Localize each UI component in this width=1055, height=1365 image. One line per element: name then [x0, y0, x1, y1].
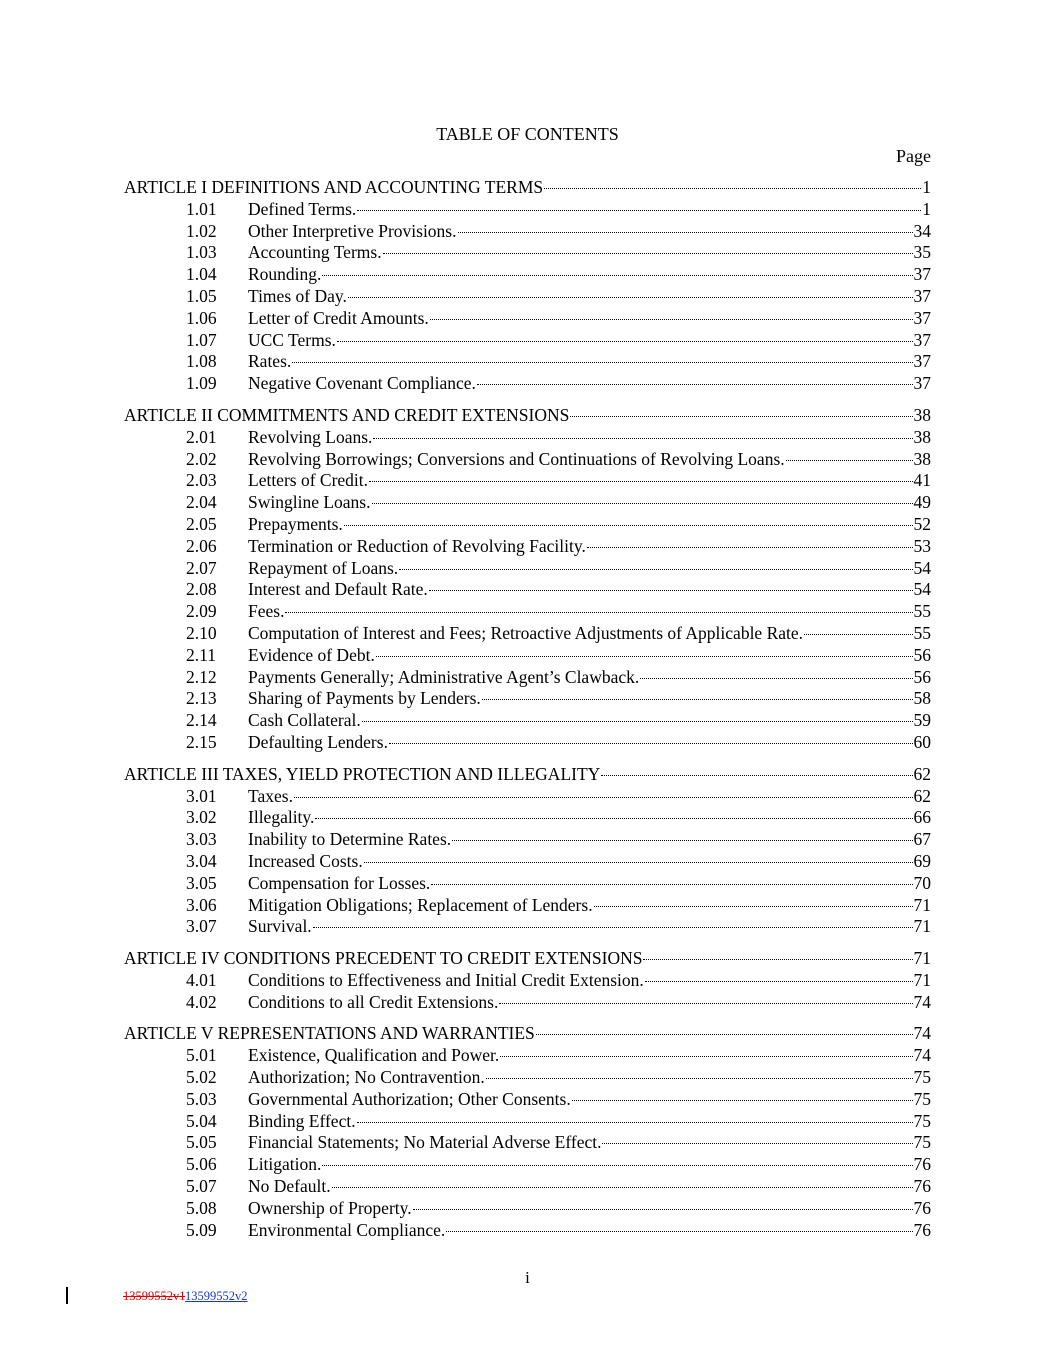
toc-article-entry[interactable] [124, 177, 931, 199]
page-number: 37 [913, 285, 931, 306]
article-title: ARTICLE IV CONDITIONS PRECEDENT TO CREDIT EXTENSIONS [124, 948, 643, 969]
dot-leader [601, 775, 912, 776]
section-number: 2.03 [186, 470, 217, 491]
dot-leader [486, 1078, 913, 1079]
toc-article-entry[interactable] [124, 1023, 931, 1045]
page-number: 75 [913, 1067, 931, 1088]
page-number: 1 [922, 177, 931, 197]
section-number: 3.02 [186, 807, 217, 828]
dot-leader [499, 1003, 912, 1004]
section-number: 2.06 [186, 535, 217, 556]
section-title: Interest and Default Rate. [248, 579, 428, 600]
page-number: 37 [913, 307, 931, 328]
dot-leader [544, 188, 921, 189]
dot-leader [344, 525, 913, 526]
toc-section-entry[interactable] [124, 558, 931, 580]
toc-section-entry[interactable] [124, 1132, 931, 1154]
page-number: 56 [913, 666, 931, 687]
doc-id-deleted: 13599552v1 [123, 1289, 186, 1303]
toc-section-entry[interactable] [124, 286, 931, 308]
section-title: Rates. [248, 351, 292, 372]
dot-leader [413, 1209, 913, 1210]
toc-section-entry[interactable] [124, 807, 931, 829]
section-title: Evidence of Debt. [248, 644, 375, 665]
dot-leader [446, 1231, 912, 1232]
section-title: Defaulting Lenders. [248, 731, 388, 752]
change-bar [66, 1287, 68, 1304]
page-number: 74 [913, 991, 931, 1012]
dot-leader [313, 927, 913, 928]
dot-leader [500, 1056, 912, 1057]
section-number: 3.07 [186, 916, 217, 937]
section-title: Times of Day. [248, 285, 347, 306]
section-title: Environmental Compliance. [248, 1219, 446, 1240]
section-title: Compensation for Losses. [248, 872, 431, 893]
dot-leader [322, 1165, 912, 1166]
dot-leader [452, 840, 912, 841]
dot-leader [536, 1034, 913, 1035]
page-number: 37 [913, 329, 931, 350]
section-title: Binding Effect. [248, 1110, 356, 1131]
section-title: Sharing of Payments by Lenders. [248, 688, 481, 709]
page-number: 1 [922, 198, 931, 219]
page-number: 60 [913, 731, 931, 752]
page-number: 76 [913, 1219, 931, 1240]
section-title: Letters of Credit. [248, 470, 369, 491]
section-title: Survival. [248, 916, 312, 937]
dot-leader [315, 818, 912, 819]
dot-leader [372, 503, 913, 504]
toc-section-entry[interactable] [124, 199, 931, 221]
toc-article-entry[interactable] [124, 948, 931, 970]
section-title: Accounting Terms. [248, 242, 382, 263]
dot-leader [643, 959, 912, 960]
section-title: Revolving Borrowings; Conversions and Continuations of Revolving Loans. [248, 448, 785, 469]
section-title: Conditions to all Credit Extensions. [248, 991, 499, 1012]
section-title: Negative Covenant Compliance. [248, 373, 476, 394]
section-title: Cash Collateral. [248, 710, 361, 731]
section-title: Authorization; No Contravention. [248, 1067, 485, 1088]
dot-leader [429, 590, 913, 591]
section-number: 3.01 [186, 785, 217, 806]
toc-section-entry[interactable] [124, 330, 931, 352]
page-number: 38 [913, 448, 931, 469]
dot-leader [430, 319, 913, 320]
section-title: Fees. [248, 601, 285, 622]
page-number: 53 [913, 535, 931, 556]
page-number: 58 [913, 688, 931, 709]
toc-section-entry[interactable] [124, 1045, 931, 1067]
section-title: Other Interpretive Provisions. [248, 220, 457, 241]
toc-section-entry[interactable] [124, 373, 931, 395]
dot-leader [292, 362, 912, 363]
section-title: Rounding. [248, 264, 322, 285]
toc-section-entry[interactable] [124, 579, 931, 601]
page-number: 52 [913, 513, 931, 534]
toc-section-entry[interactable] [124, 667, 931, 689]
section-number: 2.12 [186, 666, 217, 687]
toc-section-entry[interactable] [124, 449, 931, 471]
toc-section-entry[interactable] [124, 351, 931, 373]
dot-leader [357, 210, 921, 211]
section-title: Repayment of Loans. [248, 557, 399, 578]
page-number: 62 [913, 785, 931, 806]
dot-leader [602, 1143, 912, 1144]
dot-leader [477, 384, 913, 385]
page-number: 35 [913, 242, 931, 263]
toc-section-entry[interactable] [124, 732, 931, 754]
toc-section-entry[interactable] [124, 623, 931, 645]
toc-section-entry[interactable] [124, 536, 931, 558]
page-number: 71 [913, 948, 931, 969]
section-number: 5.08 [186, 1197, 217, 1218]
section-number: 5.06 [186, 1154, 217, 1175]
dot-leader [399, 569, 912, 570]
page-number: 56 [913, 644, 931, 665]
page-number: 67 [913, 829, 931, 850]
toc-section-entry[interactable] [124, 688, 931, 710]
dot-leader [322, 275, 912, 276]
dot-leader [376, 656, 913, 657]
toc-section-entry[interactable] [124, 645, 931, 667]
page-number: 38 [913, 426, 931, 447]
toc-section-entry[interactable] [124, 829, 931, 851]
dot-leader [383, 253, 913, 254]
toc-section-entry[interactable] [124, 264, 931, 286]
section-number: 2.13 [186, 688, 217, 709]
toc-section-entry[interactable] [124, 710, 931, 732]
section-number: 3.03 [186, 829, 217, 850]
toc-section-entry[interactable] [124, 895, 931, 917]
section-title: No Default. [248, 1176, 331, 1197]
page-number: 54 [913, 557, 931, 578]
page-number: 37 [913, 351, 931, 372]
section-title: Taxes. [248, 785, 293, 806]
section-number: 5.09 [186, 1219, 217, 1240]
toc-section-entry[interactable] [124, 851, 931, 873]
section-title: Conditions to Effectiveness and Initial Credit Extension. [248, 969, 644, 990]
dot-leader [364, 862, 913, 863]
page-number: 70 [913, 872, 931, 893]
section-number: 2.15 [186, 731, 217, 752]
section-title: Termination or Reduction of Revolving Facility. [248, 535, 586, 556]
page-number: 76 [913, 1197, 931, 1218]
page-number: 37 [913, 264, 931, 285]
toc-section-entry[interactable] [124, 786, 931, 808]
toc-title: TABLE OF CONTENTS [436, 124, 619, 144]
section-number: 1.04 [186, 264, 217, 285]
section-title: Inability to Determine Rates. [248, 829, 452, 850]
section-number: 5.05 [186, 1132, 217, 1153]
doc-id-inserted: 13599552v2 [185, 1289, 248, 1303]
dot-leader [804, 634, 912, 635]
section-number: 4.01 [186, 969, 217, 990]
section-number: 1.05 [186, 285, 217, 306]
table-of-contents [124, 177, 931, 1241]
dot-leader [594, 906, 913, 907]
page-number: 75 [913, 1088, 931, 1109]
section-number: 1.08 [186, 351, 217, 372]
page-number: 37 [913, 373, 931, 394]
section-title: Financial Statements; No Material Adverse Effect. [248, 1132, 602, 1153]
section-number: 4.02 [186, 991, 217, 1012]
dot-leader [332, 1187, 913, 1188]
section-number: 2.14 [186, 710, 217, 731]
dot-leader [570, 416, 912, 417]
page-number: 75 [913, 1110, 931, 1131]
section-number: 2.08 [186, 579, 217, 600]
page-number: 71 [913, 969, 931, 990]
toc-section-entry[interactable] [124, 514, 931, 536]
section-number: 2.07 [186, 557, 217, 578]
toc-section-entry[interactable] [124, 242, 931, 264]
page-number: 74 [913, 1023, 931, 1044]
section-number: 1.07 [186, 329, 217, 350]
section-number: 5.02 [186, 1067, 217, 1088]
section-title: Payments Generally; Administrative Agent’s Clawback. [248, 666, 640, 687]
page-number: 34 [913, 220, 931, 241]
dot-leader [362, 721, 913, 722]
article-title: ARTICLE I DEFINITIONS AND ACCOUNTING TERMS [124, 177, 544, 197]
toc-section-entry[interactable] [124, 1154, 931, 1176]
toc-section-entry[interactable] [124, 1220, 931, 1242]
toc-section-entry[interactable] [124, 1067, 931, 1089]
section-number: 2.10 [186, 622, 217, 643]
section-title: Computation of Interest and Fees; Retroactive Adjustments of Applicable Rate. [248, 622, 804, 643]
page-number: 55 [913, 622, 931, 643]
dot-leader [389, 743, 913, 744]
page-number: 59 [913, 710, 931, 731]
toc-section-entry[interactable] [124, 427, 931, 449]
dot-leader [645, 981, 913, 982]
dot-leader [458, 232, 913, 233]
page-number: 71 [913, 916, 931, 937]
toc-section-entry[interactable] [124, 916, 931, 938]
dot-leader [786, 460, 913, 461]
page-number: 38 [913, 404, 931, 425]
section-number: 1.09 [186, 373, 217, 394]
dot-leader [482, 699, 913, 700]
dot-leader [572, 1100, 913, 1101]
section-number: 1.03 [186, 242, 217, 263]
section-number: 1.06 [186, 307, 217, 328]
toc-section-entry[interactable] [124, 1111, 931, 1133]
dot-leader [294, 797, 913, 798]
dot-leader [640, 678, 912, 679]
page-number: 62 [913, 763, 931, 784]
toc-section-entry[interactable] [124, 970, 931, 992]
section-title: Prepayments. [248, 513, 343, 534]
section-title: Defined Terms. [248, 198, 357, 219]
section-title: Governmental Authorization; Other Consents. [248, 1088, 571, 1109]
toc-section-entry[interactable] [124, 492, 931, 514]
section-number: 1.02 [186, 220, 217, 241]
page-number: 41 [913, 470, 931, 491]
page-number: 54 [913, 579, 931, 600]
section-number: 5.04 [186, 1110, 217, 1131]
section-title: Ownership of Property. [248, 1197, 412, 1218]
page-number: 74 [913, 1045, 931, 1066]
toc-section-entry[interactable] [124, 601, 931, 623]
section-number: 5.07 [186, 1176, 217, 1197]
toc-section-entry[interactable] [124, 308, 931, 330]
section-title: Increased Costs. [248, 850, 363, 871]
page-number: 76 [913, 1176, 931, 1197]
section-number: 5.03 [186, 1088, 217, 1109]
page-number: 76 [913, 1154, 931, 1175]
page-number: 71 [913, 894, 931, 915]
dot-leader [348, 297, 913, 298]
toc-article-entry[interactable] [124, 764, 931, 786]
dot-leader [285, 612, 912, 613]
toc-section-entry[interactable] [124, 1198, 931, 1220]
section-number: 2.01 [186, 426, 217, 447]
toc-section-entry[interactable] [124, 221, 931, 243]
toc-article-entry[interactable] [124, 405, 931, 427]
section-title: UCC Terms. [248, 329, 336, 350]
toc-section-entry[interactable] [124, 1089, 931, 1111]
toc-section-entry[interactable] [124, 992, 931, 1014]
section-number: 2.09 [186, 601, 217, 622]
document-id [123, 1289, 248, 1304]
section-number: 5.01 [186, 1045, 217, 1066]
dot-leader [431, 884, 912, 885]
dot-leader [369, 481, 912, 482]
section-title: Litigation. [248, 1154, 322, 1175]
dot-leader [587, 547, 913, 548]
page-number: 55 [913, 601, 931, 622]
section-number: 3.04 [186, 850, 217, 871]
section-title: Letter of Credit Amounts. [248, 307, 429, 328]
section-title: Revolving Loans. [248, 426, 373, 447]
article-title: ARTICLE III TAXES, YIELD PROTECTION AND ILLEGALITY [124, 763, 601, 784]
section-title: Mitigation Obligations; Replacement of Lenders. [248, 894, 593, 915]
article-title: ARTICLE V REPRESENTATIONS AND WARRANTIES [124, 1023, 535, 1044]
page-number: 69 [913, 850, 931, 871]
page-number: 49 [913, 492, 931, 513]
section-title: Illegality. [248, 807, 315, 828]
toc-section-entry[interactable] [124, 1176, 931, 1198]
section-number: 3.05 [186, 872, 217, 893]
section-number: 2.04 [186, 492, 217, 513]
toc-section-entry[interactable] [124, 873, 931, 895]
section-number: 2.11 [186, 644, 216, 665]
section-number: 2.02 [186, 448, 217, 469]
dot-leader [373, 438, 912, 439]
section-title: Existence, Qualification and Power. [248, 1045, 500, 1066]
article-title: ARTICLE II COMMITMENTS AND CREDIT EXTENSIONS [124, 404, 570, 425]
page-number: 75 [913, 1132, 931, 1153]
page-column-label: Page [896, 146, 931, 166]
dot-leader [357, 1122, 913, 1123]
footer-page-number: i [525, 1268, 530, 1287]
section-number: 3.06 [186, 894, 217, 915]
section-title: Swingline Loans. [248, 492, 371, 513]
section-number: 1.01 [186, 198, 217, 219]
dot-leader [337, 341, 913, 342]
toc-section-entry[interactable] [124, 470, 931, 492]
page-number: 66 [913, 807, 931, 828]
section-number: 2.05 [186, 513, 217, 534]
